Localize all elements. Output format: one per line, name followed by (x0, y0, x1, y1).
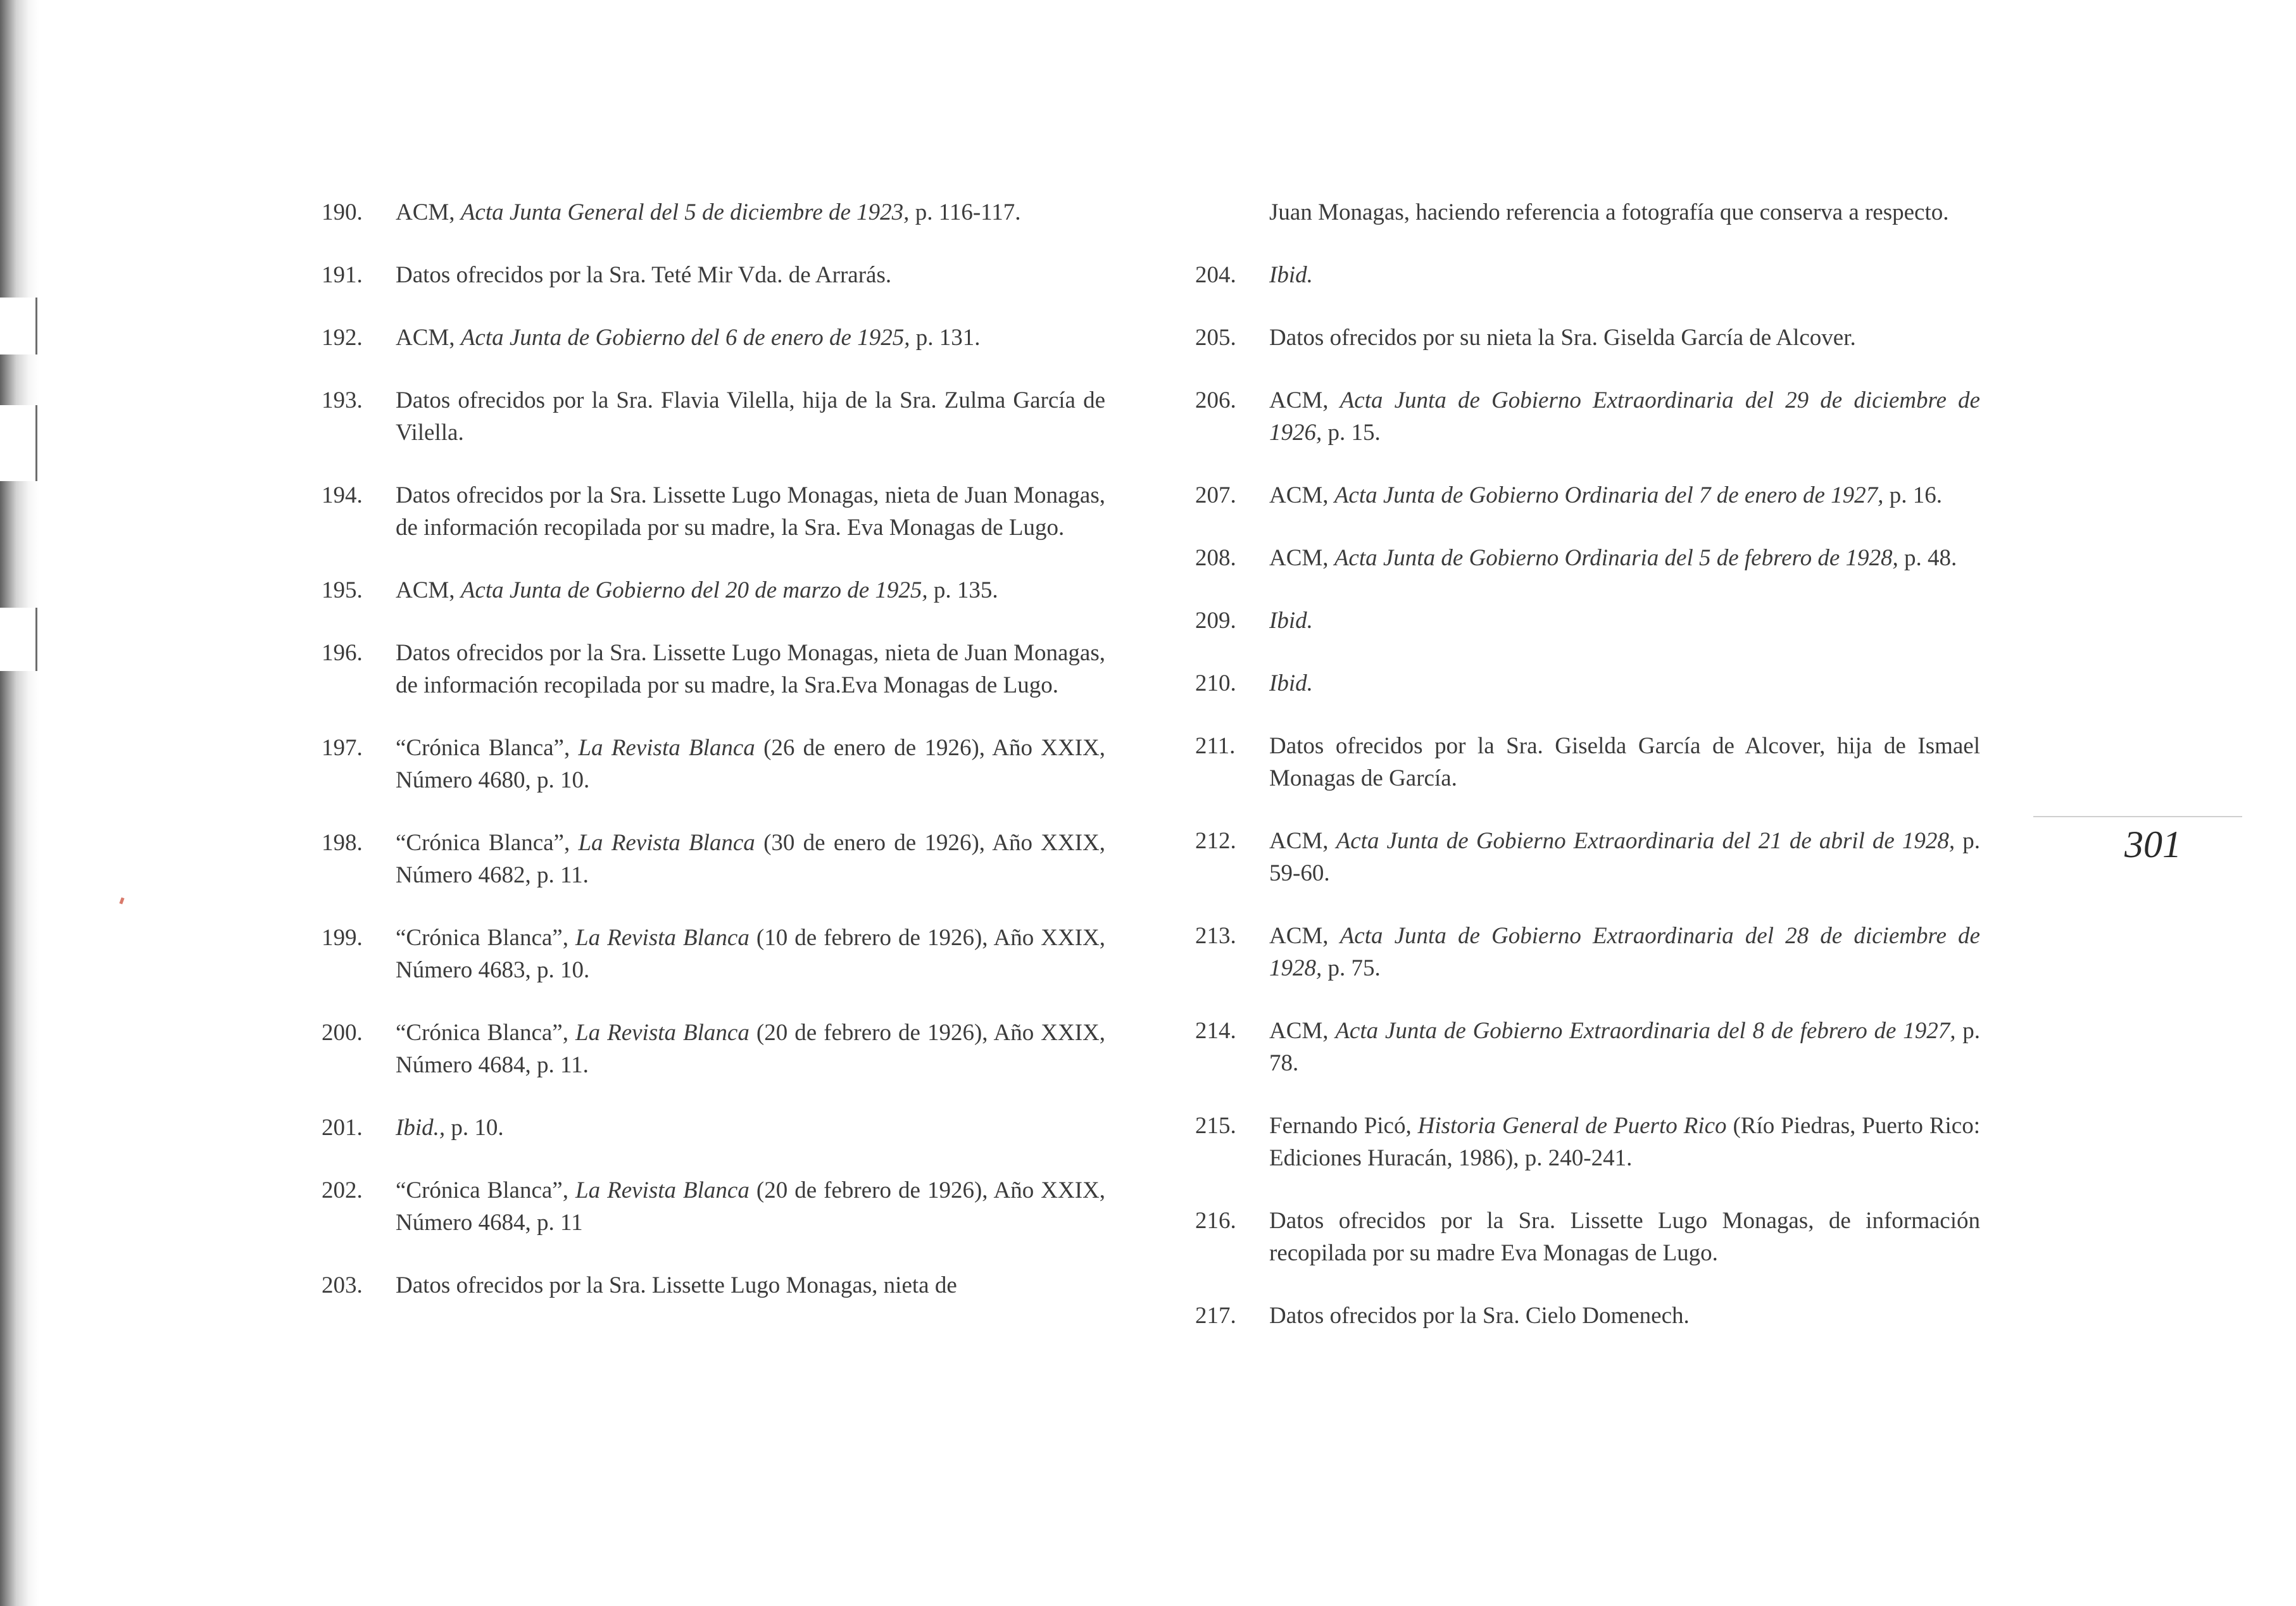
italic-title: Acta Junta de Gobierno del 20 de marzo de 1925, (460, 577, 928, 603)
footnote-text (396, 322, 1105, 354)
binding-edge (0, 0, 39, 1606)
footnote-number (1195, 196, 1269, 229)
footnote-number: 206. (1195, 387, 1236, 413)
text-run: ACM, (396, 199, 461, 225)
italic-title: La Revista Blanca (575, 1177, 750, 1203)
footnote-text (1269, 196, 1980, 229)
footnote-text (1269, 1205, 1980, 1269)
text-run: “Crónica Blanca”, (396, 925, 575, 951)
italic-title: Ibid. (1269, 670, 1313, 696)
footnote-number: 217. (1195, 1303, 1236, 1329)
text-run: p. 16. (1883, 482, 1942, 508)
text-run: “Crónica Blanca”, (396, 830, 579, 856)
footnote-text (1269, 259, 1980, 291)
italic-title: Acta Junta de Gobierno Ordinaria del 5 de febrero de 1928, (1334, 545, 1898, 571)
footnote-text (396, 196, 1105, 229)
footnote-text (396, 479, 1105, 544)
footnote-text (396, 1112, 1105, 1144)
footnote-number: 198. (322, 830, 363, 856)
footnote-item (1195, 667, 1980, 699)
italic-title: Acta Junta General del 5 de diciembre de 1923, (460, 199, 910, 225)
footnote-item (322, 637, 1105, 701)
text-run: ACM, (1269, 1018, 1336, 1044)
footnote-text (1269, 667, 1980, 699)
italic-title: Acta Junta de Gobierno Extraordinaria del 21 de abril de 1928, (1336, 828, 1955, 854)
footnote-number: 201. (322, 1115, 363, 1141)
footnote-number: 197. (322, 735, 363, 761)
text-run: Datos ofrecidos por la Sra. Lissette Lugo Monagas, nieta de Juan Monagas, de información recopilada por su madre, la Sra. Eva Monagas de Lugo. (396, 482, 1105, 541)
footnote-text (1269, 605, 1980, 637)
text-run: Datos ofrecidos por su nieta la Sra. Giselda García de Alcover. (1269, 325, 1856, 351)
footnote-text (1269, 384, 1980, 449)
footnote-text (396, 1269, 1105, 1302)
text-run: p. 131. (910, 325, 981, 351)
text-run: Juan Monagas, haciendo referencia a fotografía que conserva a respecto. (1269, 199, 1949, 225)
footnote-item (322, 922, 1105, 986)
footnote-number: 211. (1195, 733, 1236, 759)
footnote-item (1195, 1015, 1980, 1079)
footnote-text (396, 574, 1105, 606)
text-run: ACM, (1269, 387, 1340, 413)
text-run: Datos ofrecidos por la Sra. Lissette Lugo Monagas, nieta de (396, 1272, 957, 1298)
footnote-item (1195, 322, 1980, 354)
page-tear (0, 608, 37, 671)
footnote-number: 204. (1195, 262, 1236, 288)
footnote-item (322, 1269, 1105, 1302)
footnote-number: 193. (322, 387, 363, 413)
text-run: “Crónica Blanca”, (396, 735, 579, 761)
text-run: (10 de febrero de 1926), Año XXIX, Número 4683, p. 10. (396, 925, 1105, 983)
footnote-text (1269, 1300, 1980, 1332)
footnote-number: 212. (1195, 828, 1236, 854)
footnote-item (1195, 384, 1980, 449)
footnote-number: 203. (322, 1272, 363, 1298)
footnote-item (1195, 730, 1980, 794)
footnote-number: 210. (1195, 670, 1236, 696)
text-run: Datos ofrecidos por la Sra. Giselda García de Alcover, hija de Ismael Monagas de García. (1269, 733, 1980, 791)
footnote-number: 200. (322, 1020, 363, 1046)
footnote-number: 199. (322, 925, 363, 951)
footnote-number: 196. (322, 640, 363, 666)
text-run: (30 de enero de 1926), Año XXIX, Número 4682, p. 11. (396, 830, 1105, 888)
footnote-item (1195, 1300, 1980, 1332)
footnote-item (322, 384, 1105, 449)
footnote-item (1195, 196, 1980, 229)
italic-title: Acta Junta de Gobierno Extraordinaria del 28 de diciembre de 1928, (1269, 923, 1980, 981)
footnote-number: 207. (1195, 482, 1236, 508)
page-number: 301 (2124, 824, 2181, 865)
footnote-item (322, 322, 1105, 354)
footnote-text (396, 259, 1105, 291)
footnote-item (1195, 1205, 1980, 1269)
footnote-number: 192. (322, 325, 363, 351)
italic-title: Historia General de Puerto Rico (1417, 1113, 1727, 1139)
footnote-number: 215. (1195, 1113, 1236, 1139)
italic-title: Acta Junta de Gobierno Extraordinaria del 29 de diciembre de 1926, (1269, 387, 1980, 446)
footnote-number: 205. (1195, 325, 1236, 351)
italic-title: Acta Junta de Gobierno Ordinaria del 7 de enero de 1927, (1334, 482, 1884, 508)
footnote-text (1269, 730, 1980, 794)
footnote-text (1269, 542, 1980, 574)
footnote-text (1269, 322, 1980, 354)
text-run: Fernando Picó, (1269, 1113, 1418, 1139)
text-run: p. 15. (1322, 420, 1381, 446)
footnote-item (322, 1174, 1105, 1239)
paper-speck (119, 897, 124, 904)
footnote-number: 216. (1195, 1208, 1236, 1234)
footnote-number: 191. (322, 262, 363, 288)
notes-left-column (322, 196, 1105, 1332)
footnote-number: 213. (1195, 923, 1236, 949)
footnote-text (396, 384, 1105, 449)
footnote-item (1195, 605, 1980, 637)
text-run: “Crónica Blanca”, (396, 1177, 575, 1203)
text-run: ACM, (396, 325, 461, 351)
italic-title: Ibid., (396, 1115, 446, 1141)
text-run: ACM, (1269, 545, 1334, 571)
text-run: (Río Piedras, Puerto Rico: Ediciones Huracán, 1986), p. 240-241. (1269, 1113, 1981, 1171)
text-run: (20 de febrero de 1926), Año XXIX, Número 4684, p. 11. (396, 1020, 1105, 1078)
text-run: Datos ofrecidos por la Sra. Lissette Lugo Monagas, de información recopilada por su madre Eva Monagas de Lugo. (1269, 1208, 1980, 1266)
notes-right-column (1195, 196, 1980, 1362)
footnote-item (1195, 1110, 1980, 1174)
footnote-item (1195, 825, 1980, 889)
text-run: p. 116-117. (909, 199, 1021, 225)
text-run: Datos ofrecidos por la Sra. Flavia Vilella, hija de la Sra. Zulma García de Vilella. (396, 387, 1105, 446)
footnote-number: 208. (1195, 545, 1236, 571)
text-run: p. 48. (1898, 545, 1957, 571)
italic-title: Ibid. (1269, 608, 1313, 634)
footnote-item (322, 1112, 1105, 1144)
text-run: Datos ofrecidos por la Sra. Cielo Domenech. (1269, 1303, 1690, 1329)
text-run: “Crónica Blanca”, (396, 1020, 575, 1046)
text-run: (20 de febrero de 1926), Año XXIX, Número 4684, p. 11 (396, 1177, 1105, 1236)
footnote-item (1195, 259, 1980, 291)
text-run: p. 75. (1322, 955, 1381, 981)
footnote-item (1195, 479, 1980, 511)
italic-title: La Revista Blanca (575, 1020, 750, 1046)
text-run: p. 10. (445, 1115, 504, 1141)
footnote-item (322, 1017, 1105, 1081)
text-run: (26 de enero de 1926), Año XXIX, Número 4680, p. 10. (396, 735, 1105, 793)
footnote-item (322, 574, 1105, 606)
footnote-number: 209. (1195, 608, 1236, 634)
footnote-item (322, 732, 1105, 796)
footnote-text (396, 1017, 1105, 1081)
text-run: p. 135. (927, 577, 998, 603)
footnote-number: 190. (322, 199, 363, 225)
footnote-text (396, 922, 1105, 986)
text-run: p. 78. (1269, 1018, 1980, 1076)
footnote-text (1269, 479, 1980, 511)
footnote-item (322, 259, 1105, 291)
footnote-text (396, 1174, 1105, 1239)
italic-title: La Revista Blanca (578, 735, 755, 761)
text-run: p. 59-60. (1269, 828, 1980, 886)
italic-title: Acta Junta de Gobierno Extraordinaria del 8 de febrero de 1927, (1335, 1018, 1956, 1044)
footnote-text (396, 827, 1105, 891)
footnote-text (396, 637, 1105, 701)
page-number-rule (2033, 816, 2242, 817)
footnote-text (1269, 1015, 1980, 1079)
text-run: ACM, (1269, 828, 1336, 854)
footnote-number: 202. (322, 1177, 363, 1203)
footnote-item (1195, 920, 1980, 984)
page-tear (0, 298, 37, 354)
text-run: ACM, (1269, 482, 1334, 508)
italic-title: La Revista Blanca (578, 830, 755, 856)
footnote-item (1195, 542, 1980, 574)
footnote-number: 194. (322, 482, 363, 508)
footnote-text (396, 732, 1105, 796)
italic-title: La Revista Blanca (575, 925, 750, 951)
text-run: Datos ofrecidos por la Sra. Lissette Lugo Monagas, nieta de Juan Monagas, de información recopilada por su madre, la Sra.Eva Monagas de Lugo. (396, 640, 1105, 698)
footnote-number: 195. (322, 577, 363, 603)
page-tear (0, 405, 37, 481)
footnote-text (1269, 920, 1980, 984)
footnote-item (322, 196, 1105, 229)
italic-title: Ibid. (1269, 262, 1313, 288)
text-run: ACM, (1269, 923, 1340, 949)
footnote-text (1269, 825, 1980, 889)
text-run: Datos ofrecidos por la Sra. Teté Mir Vda. de Arrarás. (396, 262, 892, 288)
italic-title: Acta Junta de Gobierno del 6 de enero de 1925, (460, 325, 910, 351)
footnote-number: 214. (1195, 1018, 1236, 1044)
footnote-item (322, 827, 1105, 891)
text-run: ACM, (396, 577, 461, 603)
footnote-item (322, 479, 1105, 544)
footnote-text (1269, 1110, 1980, 1174)
